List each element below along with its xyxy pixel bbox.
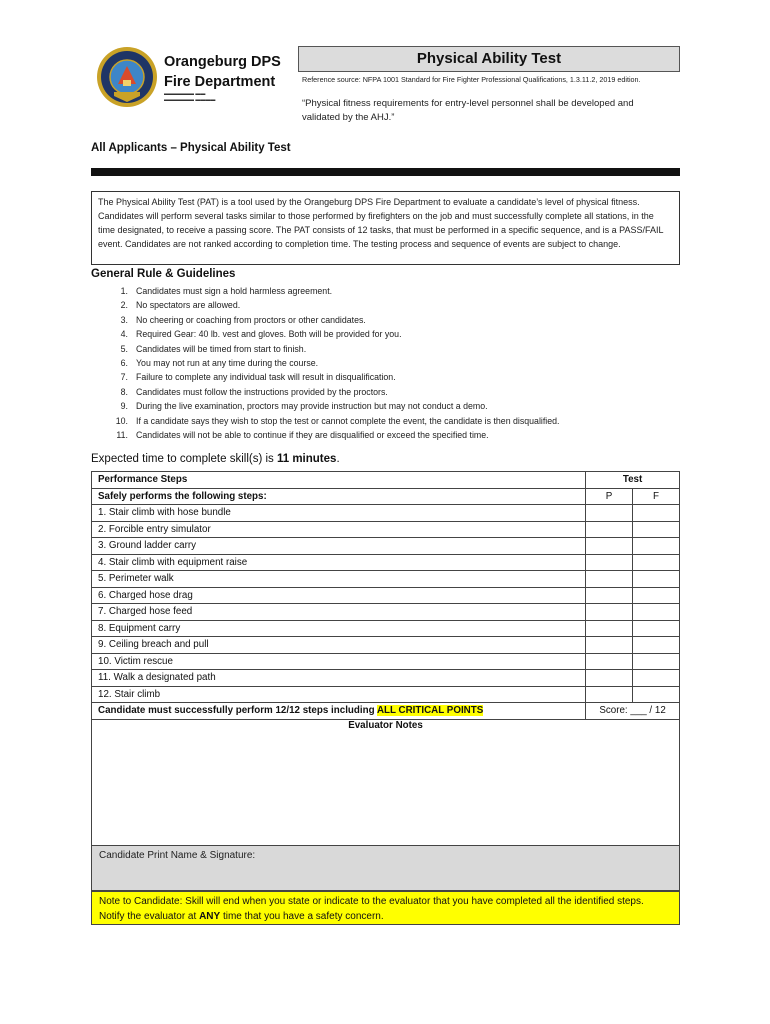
list-item: 1. Candidates must sign a hold harmless agreement. [120,286,333,296]
list-item: 7. Failure to complete any individual task will result in disqualification. [120,372,396,383]
fail-cell[interactable] [633,653,680,670]
divider [91,168,680,176]
signature-field[interactable] [91,845,680,891]
list-item: 5. Candidates will be timed from start to finish. [120,343,307,354]
reference-quote: “Physical fitness requirements for entry-level personnel shall be developed and validated by the AHJ.” [302,98,634,123]
fail-cell[interactable] [633,538,680,555]
rules-list [108,284,678,442]
pass-cell[interactable] [586,505,633,522]
header-test: Test [586,472,680,489]
list-item: 6. You may not run at any time during the course. [120,358,319,369]
table-header-row [92,472,680,489]
table-row: 9. Ceiling breach and pull [92,637,680,654]
table-row: 3. Ground ladder carry [92,538,680,555]
fail-cell[interactable] [633,571,680,588]
table-row: 5. Perimeter walk [92,571,680,588]
candidate-note: Note to Candidate: Skill will end when you state or indicate to the evaluator that you have completed all the identified steps. Notify the evaluator at ANY time that you have a safety concern. [91,891,680,925]
table-row: 7. Charged hose feed [92,604,680,621]
column-p: P [586,488,633,505]
reference-source: Reference source: NFPA 1001 Standard for Fire Fighter Professional Qualifications, 1.3.11.2, 2019 edition. [302,75,641,84]
evaluator-notes-label: Evaluator Notes [348,720,423,731]
list-item: 3. No cheering or coaching from proctors or other candidates. [120,314,366,325]
list-item: 10. If a candidate says they wish to stop the test or cannot complete the event, the candidate is then disqualified. [115,415,560,426]
pass-cell[interactable] [586,538,633,555]
pass-cell[interactable] [586,637,633,654]
page-title: Physical Ability Test [298,46,680,72]
score-field[interactable]: Score: ___ / 12 [586,703,680,720]
pass-cell[interactable] [586,670,633,687]
table-row: 12. Stair climb [92,686,680,703]
signature-label: Candidate Print Name & Signature: [99,850,256,861]
table-row: 2. Forcible entry simulator [92,521,680,538]
list-item: 8. Candidates must follow the instructions provided by the proctors. [120,386,388,397]
list-item: 9. During the live examination, proctors may provide instruction but may not conduct a demo. [120,401,488,412]
fail-cell[interactable] [633,604,680,621]
table-row: 4. Stair climb with equipment raise [92,554,680,571]
critical-points-highlight: ALL CRITICAL POINTS [376,705,484,717]
pass-cell[interactable] [586,521,633,538]
fail-cell[interactable] [633,521,680,538]
fail-cell[interactable] [633,620,680,637]
rules-heading: General Rule & Guidelines [91,268,236,280]
list-item: 2. No spectators are allowed. [120,300,241,311]
table-row: 1. Stair climb with hose bundle [92,505,680,522]
fire-department-badge-icon [96,46,158,108]
column-f: F [633,488,680,505]
table-row: 11. Walk a designated path [92,670,680,687]
pass-cell[interactable] [586,554,633,571]
subheader-steps: Safely performs the following steps: [92,488,586,505]
list-item: 11. Candidates will not be able to continue if they are disqualified or exceed the specified time. [116,430,489,441]
fail-cell[interactable] [633,587,680,604]
organization-address: ▬▬▬▬▬▬ ▬▬ ▬▬▬▬▬▬ ▬▬▬▬ [164,91,216,103]
pass-cell[interactable] [586,620,633,637]
list-item: 4. Required Gear: 40 lb. vest and gloves. Both will be provided for you. [120,329,402,340]
header-performance-steps: Performance Steps [92,472,586,489]
table-subheader-row [92,488,680,505]
performance-steps-table [91,471,680,720]
fail-cell[interactable] [633,554,680,571]
expected-time: Expected time to complete skill(s) is 11 minutes. [91,453,340,465]
table-row: 10. Victim rescue [92,653,680,670]
organization-name: Orangeburg DPS Fire Department [164,54,281,90]
pass-cell[interactable] [586,686,633,703]
fail-cell[interactable] [633,505,680,522]
evaluator-notes-area[interactable] [91,717,680,846]
pass-cell[interactable] [586,604,633,621]
section-heading: All Applicants – Physical Ability Test [91,142,291,154]
pass-cell[interactable] [586,571,633,588]
fail-cell[interactable] [633,686,680,703]
pass-cell[interactable] [586,653,633,670]
pass-cell[interactable] [586,587,633,604]
fail-cell[interactable] [633,670,680,687]
fail-cell[interactable] [633,637,680,654]
intro-paragraph: The Physical Ability Test (PAT) is a tool used by the Orangeburg DPS Fire Department to evaluate a candidate’s level of physical fitness. Candidates will perform several tasks similar to those performed by firefighters on the job and must successfully complete all stations, in the time designated, to receive a passing score. The PAT consists of 12 tasks, that must be performed in a specific sequence, and is a PASS/FAIL event. Candidates are not ranked according to completion time. The testing process and sequence of events are subject to change. [91,191,680,265]
table-row: 8. Equipment carry [92,620,680,637]
table-row: 6. Charged hose drag [92,587,680,604]
requirement-text: Candidate must successfully perform 12/12 steps including ALL CRITICAL POINTS [92,703,586,720]
